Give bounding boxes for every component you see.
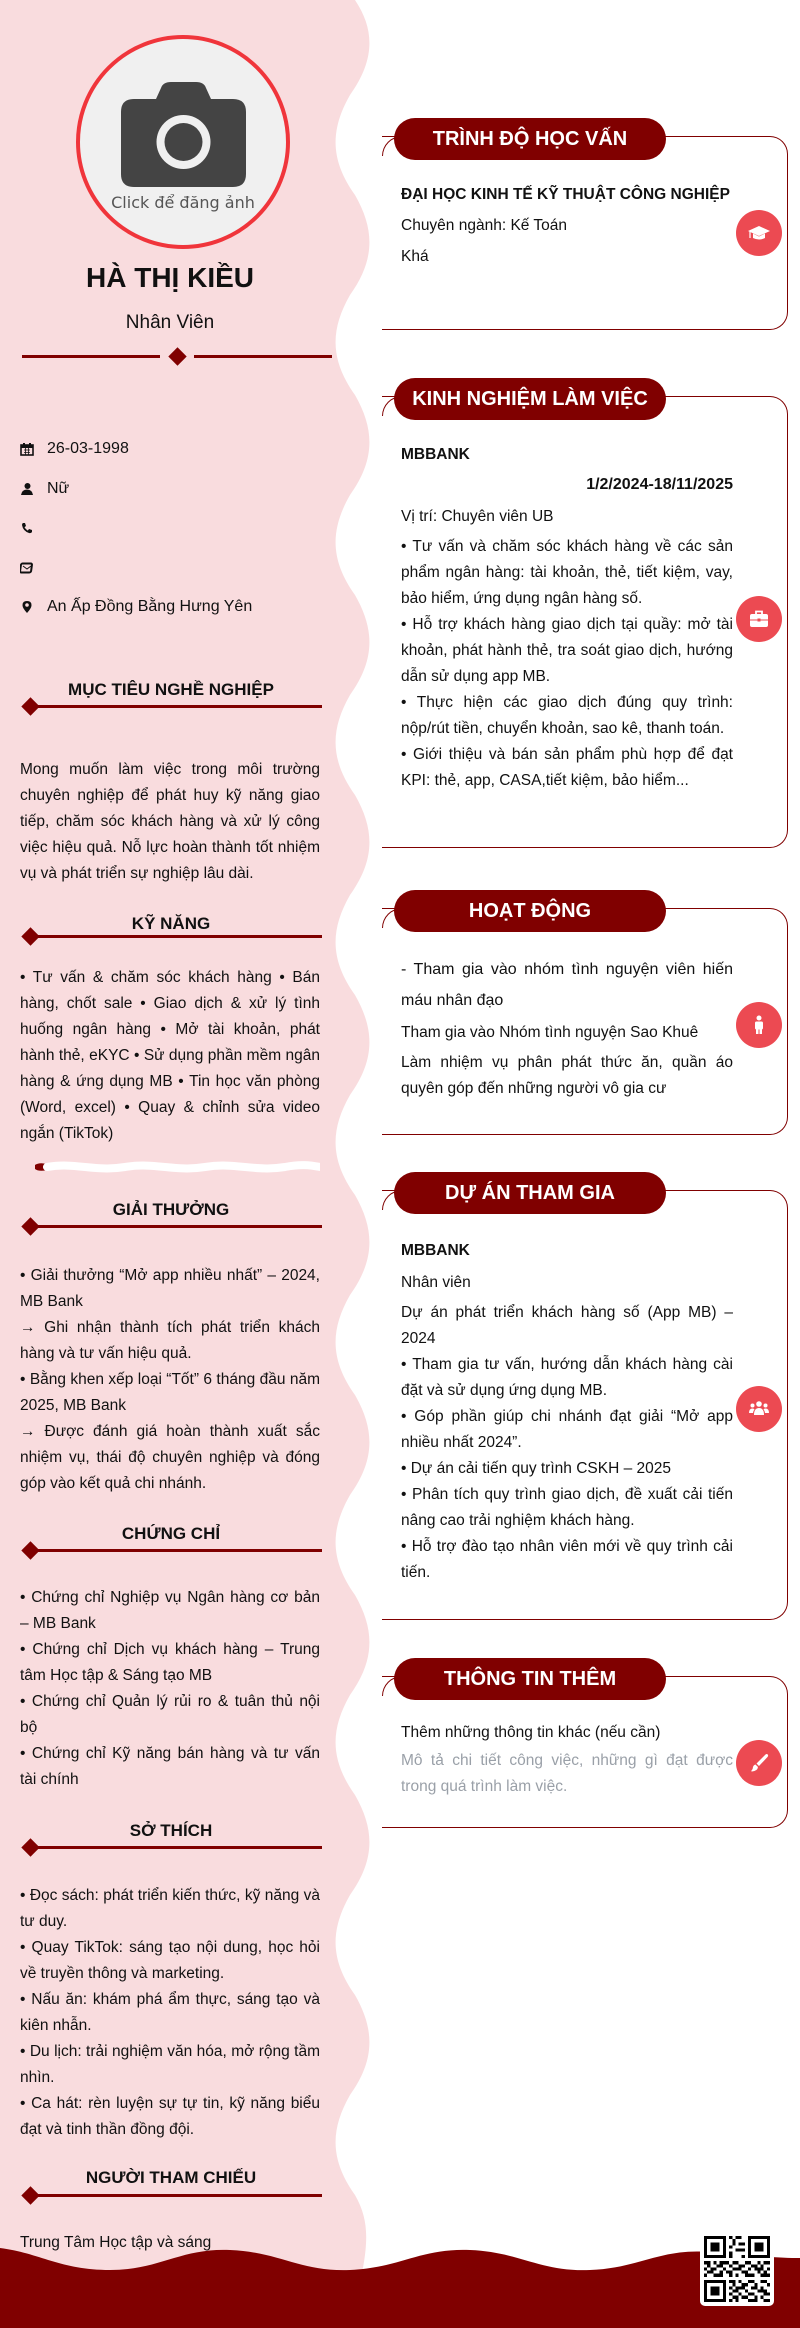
- user-icon: [20, 482, 34, 496]
- avatar-caption: Click để đăng ảnh: [111, 193, 255, 212]
- section-title-activities: HOẠT ĐỘNG: [394, 890, 666, 932]
- certificate-line: • Chứng chỉ Quản lý rủi ro & tuân thủ nội bộ: [20, 1693, 320, 1736]
- section-header-certificates: [20, 1524, 322, 1554]
- project-role: Nhân viên: [401, 1274, 471, 1291]
- additional-body: [401, 1718, 733, 1800]
- section-title-education: TRÌNH ĐỘ HỌC VẤN: [394, 118, 666, 160]
- major: Chuyên ngành: Kế Toán: [401, 217, 568, 234]
- address-value: An Ấp Đồng Bằng Hưng Yên: [47, 598, 253, 615]
- project-line: • Phân tích quy trình giao dịch, đề xuất cải tiến nâng cao trải nghiệm khách hàng.: [401, 1486, 733, 1529]
- contact-birthday: [20, 438, 330, 460]
- section-title-projects: DỰ ÁN THAM GIA: [394, 1172, 666, 1214]
- hobby-line: • Du lịch: trải nghiệm văn hóa, mở rộng tầm nhìn.: [20, 2043, 320, 2086]
- camera-icon: [121, 82, 246, 187]
- envelope-icon: [20, 561, 34, 575]
- name-divider: [22, 349, 332, 363]
- additional-placeholder[interactable]: Mô tả chi tiết công việc, những gì đạt được trong quá trình làm việc.: [401, 1752, 733, 1795]
- duty-line: • Hỗ trợ khách hàng giao dịch tại quầy: mở tài khoản, phát hành thẻ, tra soát giao dịch, hướng dẫn sử dụng app MB.: [401, 616, 733, 685]
- contact-email: [20, 557, 330, 579]
- section-title: KỸ NĂNG: [131, 914, 211, 933]
- award-line: • Bằng khen xếp loại “Tốt” 6 tháng đầu năm 2025, MB Bank: [20, 1371, 320, 1414]
- users-icon: [736, 1386, 782, 1432]
- award-line: • Giải thưởng “Mở app nhiều nhất” – 2024, MB Bank: [20, 1267, 320, 1310]
- certificates-list: [20, 1585, 320, 1793]
- school-name: ĐẠI HỌC KINH TẾ KỸ THUẬT CÔNG NGHIỆP: [401, 186, 730, 203]
- contact-phone: [20, 517, 330, 539]
- project-line: • Góp phần giúp chi nhánh đạt giải “Mở app nhiều nhất 2024”.: [401, 1408, 733, 1451]
- map-marker-icon: [20, 600, 34, 614]
- project-line: • Hỗ trợ đào tạo nhân viên mới về quy trình cải tiến.: [401, 1538, 733, 1581]
- certificate-line: • Chứng chỉ Nghiệp vụ Ngân hàng cơ bản – MB Bank: [20, 1589, 320, 1632]
- references-text: Trung Tâm Học tập và sáng: [20, 2234, 212, 2251]
- graduation-cap-icon: [736, 210, 782, 256]
- briefcase-icon: [736, 596, 782, 642]
- section-title: GIẢI THƯỞNG: [112, 1200, 230, 1219]
- awards-list: [20, 1263, 320, 1497]
- candidate-name: HÀ THỊ KIỀU: [86, 262, 254, 293]
- duty-line: • Giới thiệu và bán sản phẩm phù hợp để đạt KPI: thẻ, app, CASA,tiết kiệm, bảo hiểm...: [401, 746, 733, 789]
- project-line: • Dự án cải tiến quy trình CSKH – 2025: [401, 1460, 671, 1477]
- section-title-additional: THÔNG TIN THÊM: [394, 1658, 666, 1700]
- certificate-line: • Chứng chỉ Dịch vụ khách hàng – Trung tâm Học tập & Sáng tạo MB: [20, 1641, 320, 1684]
- project-line: • Tham gia tư vấn, hướng dẫn khách hàng cài đặt và sử dụng ứng dụng MB.: [401, 1356, 733, 1399]
- section-header-hobbies: [20, 1821, 322, 1851]
- phone-icon: [20, 521, 34, 535]
- duty-line: • Tư vấn và chăm sóc khách hàng về các sản phẩm ngân hàng: tài khoản, thẻ, tiết kiệm, vay, bảo hiểm, ứng dụng ngân hàng số.: [401, 538, 733, 607]
- section-additional-info: [376, 1658, 796, 1828]
- objective-text: Mong muốn làm việc trong môi trường chuyên nghiệp để phát huy kỹ năng giao tiếp, chăm sóc khách hàng và xử lý công việc hiệu quả. Nỗ lực hoàn thành tốt nhiệm vụ và phát triển sự nghiệp lâu dài.: [20, 761, 320, 882]
- qr-code-icon: [700, 2232, 774, 2306]
- hobby-line: • Quay TikTok: sáng tạo nội dung, học hỏi về truyền thông và marketing.: [20, 1939, 320, 1982]
- gender-value: Nữ: [47, 480, 70, 497]
- candidate-title: Nhân Viên: [125, 312, 215, 333]
- duty-line: • Thực hiện các giao dịch đúng quy trình: nộp/rút tiền, chuyển khoản, sao kê, thanh toán.: [401, 694, 733, 737]
- position: Vị trí: Chuyên viên UB: [401, 508, 554, 525]
- grade: Khá: [401, 248, 429, 265]
- project-company: MBBANK: [401, 1242, 470, 1259]
- hobby-line: • Nấu ăn: khám phá ẩm thực, sáng tạo và kiên nhẫn.: [20, 1991, 320, 2034]
- paint-brush-icon: [736, 1740, 782, 1786]
- hobby-line: • Đọc sách: phát triển kiến thức, kỹ năng và tư duy.: [20, 1887, 320, 1930]
- education-body: [401, 180, 733, 272]
- section-header-skills: [20, 914, 322, 944]
- section-title: SỞ THÍCH: [129, 1821, 213, 1840]
- experience-body: [401, 440, 733, 794]
- section-experience: [376, 378, 796, 848]
- company-name: MBBANK: [401, 446, 470, 463]
- contact-gender: [20, 478, 330, 500]
- section-title: CHỨNG CHỈ: [121, 1524, 221, 1543]
- contact-address: [20, 596, 330, 618]
- section-education: [376, 118, 796, 330]
- person-icon: [736, 1002, 782, 1048]
- section-title: NGƯỜI THAM CHIẾU: [85, 2168, 257, 2187]
- birthday-value: 26-03-1998: [47, 440, 129, 457]
- hobby-line: • Ca hát: rèn luyện sự tự tin, kỹ năng biểu đạt và tinh thần đồng đội.: [20, 2095, 320, 2138]
- additional-heading: Thêm những thông tin khác (nếu cần): [401, 1724, 661, 1741]
- section-projects: [376, 1172, 796, 1620]
- section-title: MỤC TIÊU NGHỀ NGHIỆP: [68, 680, 274, 699]
- activities-body: [401, 954, 733, 1102]
- activity-headline: - Tham gia vào nhóm tình nguyện viên hiến máu nhân đạo: [401, 961, 733, 1009]
- footer-wave: [0, 2248, 800, 2328]
- activity-description: Làm nhiệm vụ phân phát thức ăn, quần áo quyên góp đến những người vô gia cư: [401, 1054, 733, 1097]
- section-activities: [376, 890, 796, 1135]
- award-line: → Được đánh giá hoàn thành xuất sắc nhiệm vụ, thái độ chuyên nghiệp và đóng góp vào kết quả chi nhánh.: [20, 1423, 320, 1492]
- section-title-experience: KINH NGHIỆM LÀM VIỆC: [394, 378, 666, 420]
- hobbies-list: [20, 1883, 320, 2143]
- section-header-objective: [20, 680, 322, 710]
- avatar-upload[interactable]: [76, 35, 290, 249]
- work-period: 1/2/2024-18/11/2025: [586, 476, 733, 493]
- skills-text: • Tư vấn & chăm sóc khách hàng • Bán hàng, chốt sale • Giao dịch & xử lý tình huống ngân hàng • Mở tài khoản, phát hành thẻ, eKYC • Sử dụng phần mềm ngân hàng & ứng dụng MB • Tin học văn phòng (Word, excel) • Quay & chỉnh sửa video ngắn (TikTok): [20, 969, 320, 1142]
- activity-org: Tham gia vào Nhóm tình nguyện Sao Khuê: [401, 1024, 699, 1041]
- projects-body: [401, 1236, 733, 1586]
- certificate-line: • Chứng chỉ Kỹ năng bán hàng và tư vấn tài chính: [20, 1745, 320, 1788]
- project-line: Dự án phát triển khách hàng số (App MB) – 2024: [401, 1304, 733, 1347]
- section-header-awards: [20, 1200, 322, 1230]
- award-line: → Ghi nhận thành tích phát triển khách hàng và tư vấn hiệu quả.: [20, 1319, 320, 1362]
- calendar-icon: [20, 442, 34, 456]
- section-header-references: [20, 2168, 322, 2198]
- brush-divider: [35, 1160, 320, 1174]
